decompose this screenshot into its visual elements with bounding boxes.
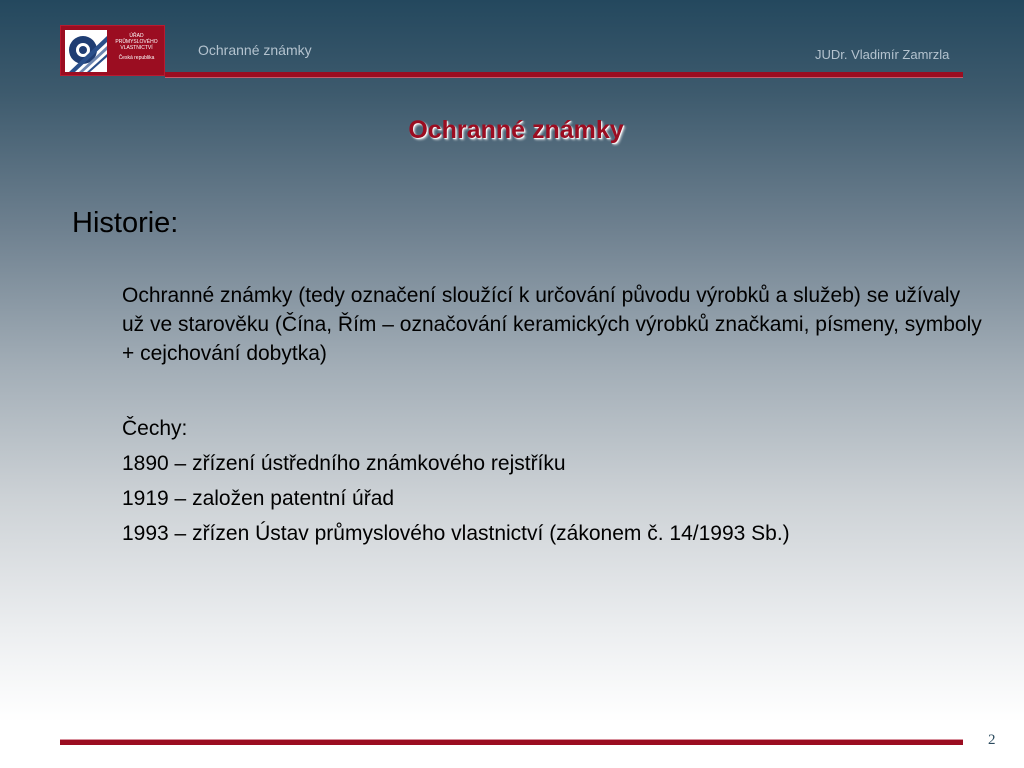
emblem-icon (65, 30, 107, 72)
section-heading: Historie: (72, 207, 179, 239)
office-logo (60, 25, 165, 76)
list-item: Čechy: (122, 417, 188, 440)
history-paragraph: Ochranné známky (tedy označení sloužící k určování původu výrobků a služeb) se užívaly už ve starověku (Čína, Řím – označování keramických výrobků značkami, písmeny, symboly + cejchování dobytka) (122, 284, 982, 365)
header-divider (165, 72, 963, 78)
logo-line-2: PRŮMYSLOVÉHO (115, 39, 158, 45)
logo-text (109, 33, 164, 61)
slide-title: Ochranné známky (408, 116, 624, 144)
page-number: 2 (988, 732, 996, 748)
footer-divider (60, 739, 963, 745)
list-item: 1919 – založen patentní úřad (122, 487, 395, 510)
logo-line-3: VLASTNICTVÍ (120, 45, 153, 51)
timeline-list (122, 416, 790, 556)
logo-line-1: ÚŘAD (129, 33, 144, 39)
list-item: 1993 – zřízen Ústav průmyslového vlastnictví (zákonem č. 14/1993 Sb.) (122, 522, 790, 545)
header-author: JUDr. Vladimír Zamrzla (815, 47, 950, 62)
logo-country: Česká republika (118, 55, 155, 61)
list-item: 1890 – zřízení ústředního známkového rejstříku (122, 452, 566, 475)
header-title: Ochranné známky (198, 42, 312, 58)
